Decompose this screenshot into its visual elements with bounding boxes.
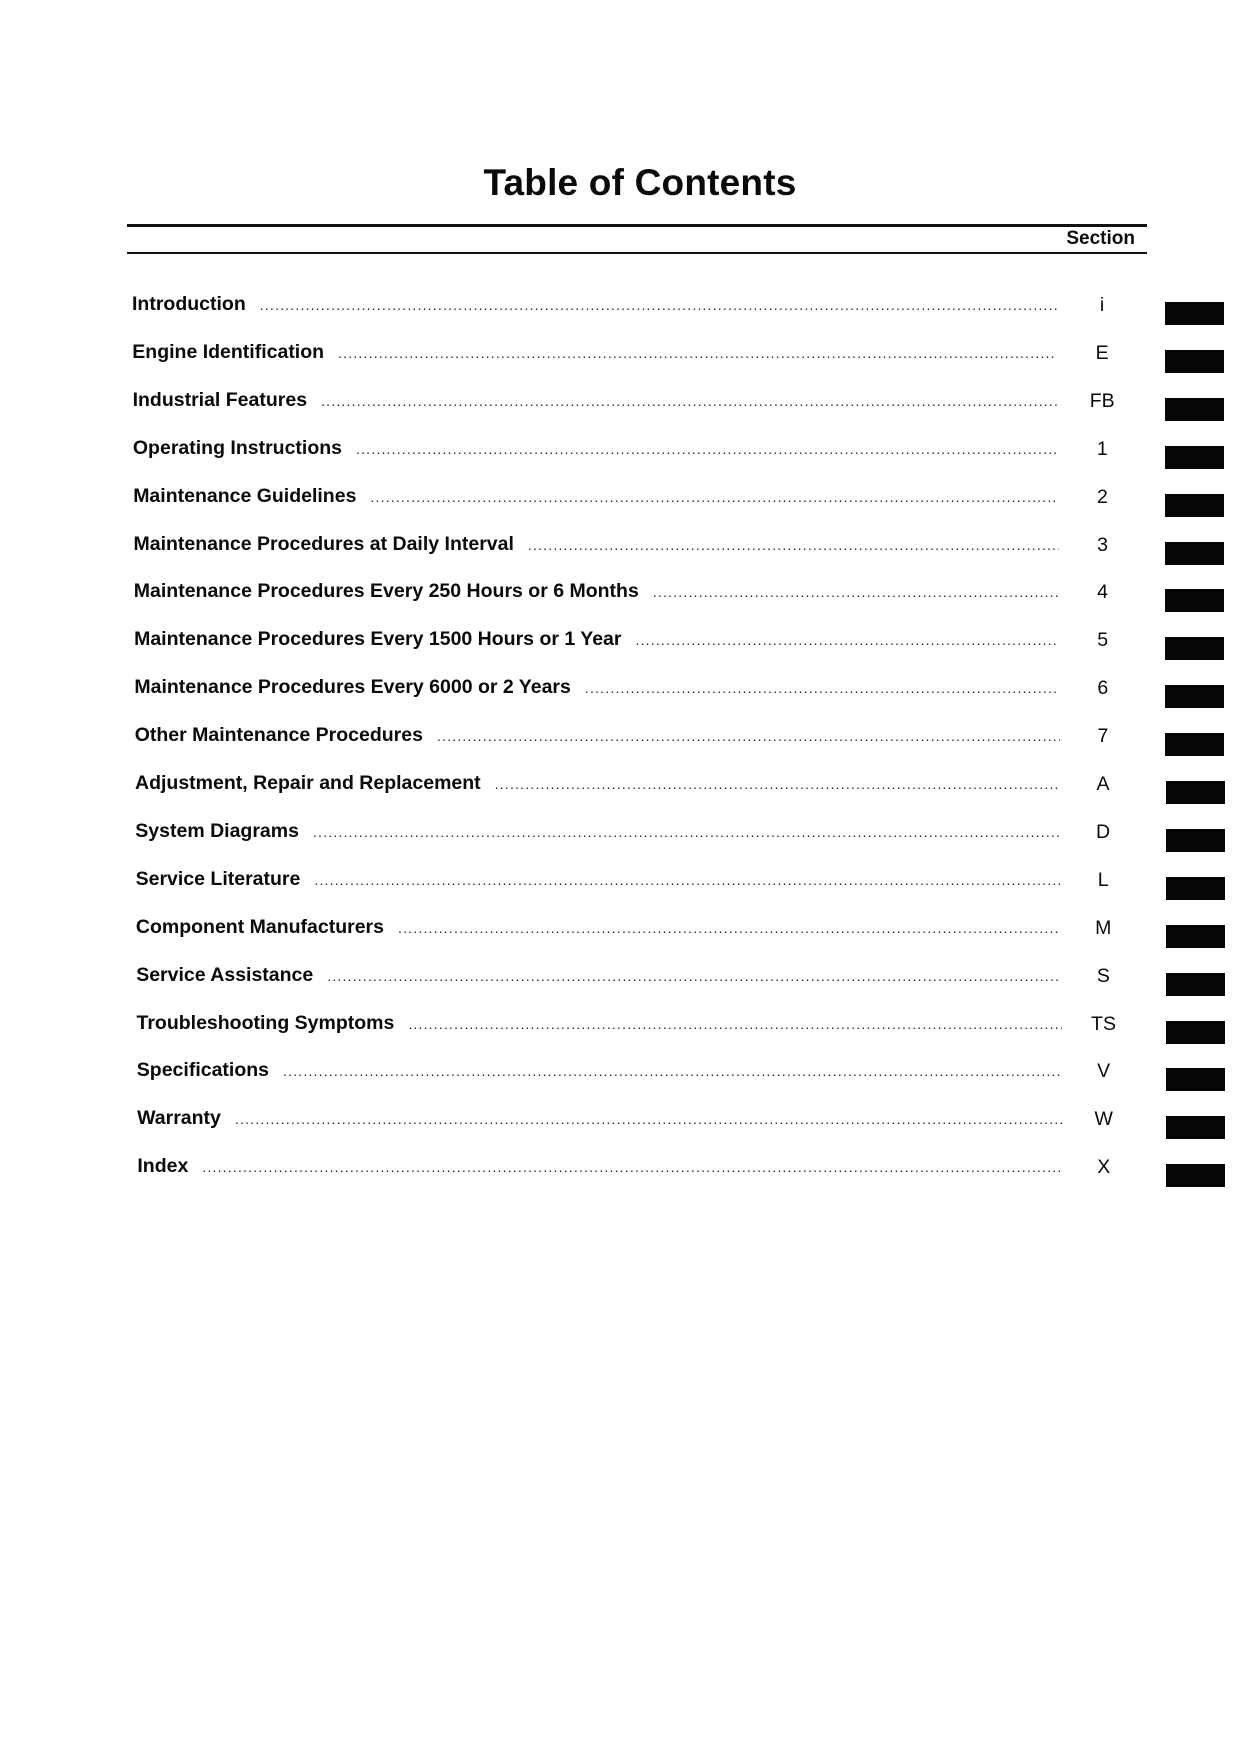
toc-entry-section: W	[1094, 1108, 1113, 1131]
toc-entry[interactable]	[134, 533, 1059, 563]
dot-leader	[313, 824, 1060, 840]
toc-entry[interactable]	[136, 916, 1061, 946]
section-tab-marker[interactable]	[1165, 733, 1224, 756]
toc-entry[interactable]	[132, 341, 1057, 371]
toc-entry[interactable]	[136, 868, 1061, 898]
toc-entry-label: Maintenance Procedures Every 1500 Hours or 1 Year	[134, 628, 622, 651]
toc-entry-section: i	[1099, 294, 1105, 316]
dot-leader	[653, 584, 1059, 600]
section-tab-marker[interactable]	[1165, 446, 1224, 469]
section-column-header: Section	[1066, 228, 1135, 249]
toc-entry-label: Service Assistance	[136, 963, 314, 986]
section-tab-marker[interactable]	[1166, 1068, 1225, 1091]
toc-entry-section: D	[1096, 820, 1111, 843]
toc-entry-section: X	[1097, 1156, 1111, 1179]
toc-entry-section: A	[1096, 773, 1110, 795]
dot-leader	[495, 776, 1060, 792]
toc-entry-section: 5	[1097, 629, 1109, 652]
toc-entry-label: Maintenance Procedures Every 250 Hours or 6 Months	[133, 580, 639, 603]
toc-entry-label: Troubleshooting Symptoms	[136, 1011, 395, 1034]
dot-leader	[327, 968, 1061, 984]
toc-entry[interactable]	[134, 676, 1059, 706]
toc-entry[interactable]	[137, 1155, 1062, 1185]
toc-entry[interactable]	[135, 724, 1060, 754]
toc-entry-label: Adjustment, Repair and Replacement	[135, 772, 481, 794]
dot-leader	[283, 1063, 1062, 1079]
toc-entry-section: FB	[1089, 389, 1115, 412]
dot-leader	[338, 345, 1057, 361]
section-tab-marker[interactable]	[1166, 1164, 1225, 1187]
toc-entry[interactable]	[133, 389, 1058, 419]
toc-entry-label: Warranty	[137, 1107, 221, 1130]
toc-entry-label: Maintenance Procedures at Daily Interval	[133, 532, 514, 555]
section-tab-marker[interactable]	[1165, 350, 1224, 373]
section-tab-marker[interactable]	[1166, 1021, 1225, 1044]
section-tab-marker[interactable]	[1165, 637, 1224, 660]
section-tab-marker[interactable]	[1165, 398, 1224, 421]
toc-entry[interactable]	[137, 1012, 1062, 1042]
toc-entry-section: 4	[1097, 581, 1109, 604]
toc-entry-section: 6	[1097, 677, 1109, 700]
dot-leader	[314, 872, 1060, 888]
toc-entry[interactable]	[135, 820, 1060, 850]
toc-entry[interactable]	[137, 1107, 1062, 1137]
dot-leader	[408, 1016, 1061, 1032]
toc-entry-section: E	[1095, 341, 1109, 364]
dot-leader	[585, 680, 1060, 696]
section-tab-marker[interactable]	[1165, 589, 1224, 612]
section-tab-marker[interactable]	[1166, 781, 1225, 804]
toc-entry-label: Other Maintenance Procedures	[134, 724, 423, 747]
section-tab-marker[interactable]	[1166, 829, 1225, 852]
page-title: Table of Contents	[483, 162, 797, 203]
toc-entry[interactable]	[134, 580, 1059, 610]
toc-entry[interactable]	[133, 485, 1058, 515]
section-tab-marker[interactable]	[1166, 925, 1225, 948]
toc-entry-label: System Diagrams	[135, 819, 299, 842]
section-tab-marker[interactable]	[1165, 685, 1224, 708]
dot-leader	[635, 632, 1059, 648]
toc-entry-label: Specifications	[136, 1059, 270, 1082]
toc-entry[interactable]	[134, 628, 1059, 658]
section-tab-marker[interactable]	[1166, 877, 1225, 900]
toc-entry-section: M	[1095, 916, 1112, 939]
toc-entry-section: S	[1096, 964, 1110, 987]
toc-entry-section: L	[1097, 868, 1109, 891]
section-tab-marker[interactable]	[1165, 302, 1224, 325]
toc-entry-section: 3	[1097, 533, 1108, 556]
dot-leader	[528, 537, 1059, 553]
toc-entry-section: V	[1097, 1060, 1111, 1083]
dot-leader	[437, 728, 1060, 744]
toc-entry-label: Engine Identification	[132, 340, 325, 363]
toc-entry-label: Introduction	[132, 293, 246, 315]
toc-entry-label: Index	[137, 1155, 189, 1178]
toc-entry-label: Service Literature	[135, 867, 301, 890]
toc-entry-label: Component Manufacturers	[135, 915, 384, 938]
toc-entry[interactable]	[137, 1059, 1062, 1089]
toc-entry-section: 2	[1096, 485, 1108, 508]
toc-entry-label: Maintenance Procedures Every 6000 or 2 Years	[134, 676, 571, 699]
dot-leader	[235, 1111, 1062, 1127]
toc-entry-section: 7	[1097, 725, 1109, 748]
dot-leader	[260, 297, 1057, 313]
section-tab-marker[interactable]	[1165, 494, 1224, 517]
dot-leader	[202, 1159, 1062, 1175]
toc-entry[interactable]	[133, 437, 1058, 467]
dot-leader	[356, 441, 1058, 457]
toc-entry[interactable]	[135, 772, 1060, 802]
toc-entry-section: TS	[1091, 1012, 1116, 1035]
toc-entry-label: Operating Instructions	[132, 436, 342, 459]
toc-entry[interactable]	[132, 293, 1057, 323]
dot-leader	[370, 489, 1058, 505]
dot-leader	[321, 393, 1058, 409]
section-tab-marker[interactable]	[1166, 1116, 1225, 1139]
section-tab-marker[interactable]	[1166, 973, 1225, 996]
section-tab-marker[interactable]	[1165, 542, 1224, 565]
dot-leader	[398, 920, 1061, 936]
toc-entry-label: Maintenance Guidelines	[133, 484, 357, 507]
toc-entry-section: 1	[1096, 437, 1108, 460]
toc-entry[interactable]	[136, 964, 1061, 994]
toc-entry-label: Industrial Features	[132, 388, 308, 411]
